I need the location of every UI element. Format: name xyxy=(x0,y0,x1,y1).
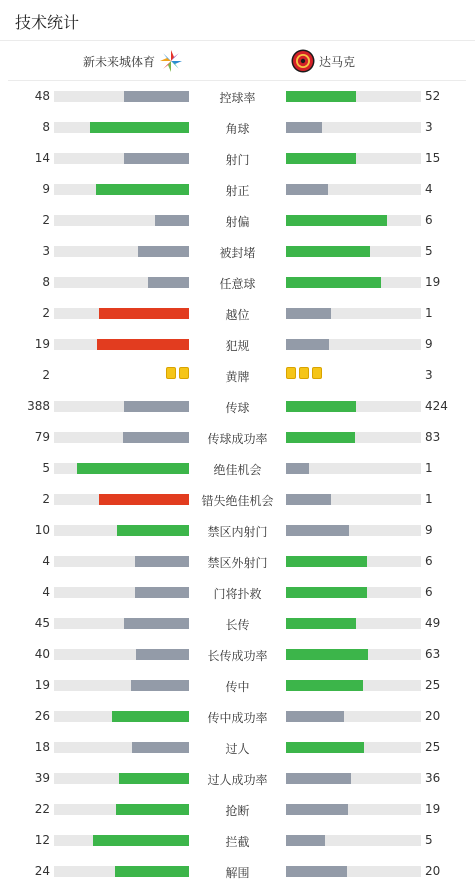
away-value: 1 xyxy=(425,461,433,475)
away-bar-fill xyxy=(286,215,387,226)
away-value: 1 xyxy=(425,492,433,506)
away-bar-track xyxy=(286,401,421,412)
stat-label: 传球成功率 xyxy=(207,432,268,446)
home-bar-fill xyxy=(148,277,189,288)
home-bar-track xyxy=(54,339,189,350)
page-title: 技术统计 xyxy=(15,13,80,32)
away-bar-fill xyxy=(286,122,322,133)
home-value: 10 xyxy=(34,523,50,537)
home-value: 8 xyxy=(42,120,50,134)
home-value: 14 xyxy=(34,151,50,165)
home-bar-fill xyxy=(135,587,189,598)
stat-row xyxy=(0,360,475,391)
away-bar-track xyxy=(286,525,421,536)
stat-row xyxy=(0,81,475,112)
home-yellow-cards xyxy=(166,367,189,379)
home-bar-track xyxy=(54,277,189,288)
home-bar-track xyxy=(54,525,189,536)
stat-row xyxy=(0,546,475,577)
away-bar-fill xyxy=(286,339,329,350)
away-bar-track xyxy=(286,153,421,164)
away-bar-track xyxy=(286,618,421,629)
damac-logo-icon xyxy=(291,49,315,73)
home-value: 2 xyxy=(42,368,50,382)
home-bar-fill xyxy=(116,804,189,815)
stat-row xyxy=(0,143,475,174)
home-value: 5 xyxy=(42,461,50,475)
stat-label: 黄牌 xyxy=(225,370,250,384)
stat-label: 角球 xyxy=(225,122,250,136)
stat-label: 禁区外射门 xyxy=(207,556,268,570)
stat-row xyxy=(0,298,475,329)
home-value: 45 xyxy=(34,616,50,630)
home-value: 9 xyxy=(42,182,50,196)
away-bar-track xyxy=(286,649,421,660)
away-bar-track xyxy=(286,711,421,722)
stat-label: 绝佳机会 xyxy=(213,463,262,477)
away-yellow-cards xyxy=(286,367,322,379)
away-value: 5 xyxy=(425,833,433,847)
stat-row xyxy=(0,515,475,546)
away-bar-fill xyxy=(286,401,356,412)
away-value: 5 xyxy=(425,244,433,258)
stat-row xyxy=(0,639,475,670)
home-value: 19 xyxy=(34,678,50,692)
home-bar-fill xyxy=(124,618,189,629)
title-bar xyxy=(0,0,475,41)
yellow-card-icon xyxy=(312,367,322,379)
stat-label: 射正 xyxy=(225,184,250,198)
home-bar-track xyxy=(54,215,189,226)
stat-label: 门将扑救 xyxy=(213,587,262,601)
away-bar-track xyxy=(286,835,421,846)
away-bar-track xyxy=(286,463,421,474)
away-team-name: 达马克 xyxy=(319,54,356,69)
stat-row xyxy=(0,453,475,484)
away-value: 19 xyxy=(425,275,441,289)
home-value: 19 xyxy=(34,337,50,351)
away-bar-fill xyxy=(286,91,356,102)
stat-row xyxy=(0,732,475,763)
stat-label: 长传成功率 xyxy=(207,649,268,663)
away-bar-track xyxy=(286,587,421,598)
home-bar-track xyxy=(54,184,189,195)
home-bar-track xyxy=(54,835,189,846)
stat-label: 射偏 xyxy=(225,215,250,229)
stat-row xyxy=(0,856,475,887)
away-bar-track xyxy=(286,742,421,753)
stat-row xyxy=(0,484,475,515)
new-future-city-logo-icon xyxy=(159,49,183,73)
away-bar-track xyxy=(286,91,421,102)
away-bar-track xyxy=(286,494,421,505)
stat-row xyxy=(0,422,475,453)
home-team-name: 新未来城体育 xyxy=(82,54,155,69)
home-bar-fill xyxy=(138,246,189,257)
stat-row xyxy=(0,391,475,422)
away-bar-track xyxy=(286,556,421,567)
away-bar-fill xyxy=(286,618,356,629)
home-bar-track xyxy=(54,587,189,598)
away-bar-fill xyxy=(286,773,351,784)
stat-label: 传中 xyxy=(225,680,250,694)
away-bar-track xyxy=(286,215,421,226)
away-value: 20 xyxy=(425,709,441,723)
home-value: 4 xyxy=(42,554,50,568)
stat-label: 任意球 xyxy=(219,277,256,291)
away-bar-track xyxy=(286,773,421,784)
yellow-card-icon xyxy=(286,367,296,379)
stat-label: 被封堵 xyxy=(219,246,256,260)
home-value: 2 xyxy=(42,213,50,227)
away-bar-track xyxy=(286,804,421,815)
away-value: 49 xyxy=(425,616,441,630)
away-bar-track xyxy=(286,339,421,350)
yellow-card-icon xyxy=(299,367,309,379)
teams-header xyxy=(8,41,466,81)
stat-label: 控球率 xyxy=(219,91,256,105)
away-value: 83 xyxy=(425,430,441,444)
stat-label: 过人 xyxy=(225,742,250,756)
home-bar-track xyxy=(54,246,189,257)
stat-label: 射门 xyxy=(225,153,250,167)
home-value: 18 xyxy=(34,740,50,754)
away-bar-fill xyxy=(286,804,348,815)
stat-row xyxy=(0,825,475,856)
away-bar-track xyxy=(286,866,421,877)
stat-row xyxy=(0,174,475,205)
away-bar-fill xyxy=(286,587,367,598)
away-bar-fill xyxy=(286,835,325,846)
home-value: 2 xyxy=(42,306,50,320)
home-bar-track xyxy=(54,618,189,629)
stat-row xyxy=(0,608,475,639)
home-bar-fill xyxy=(77,463,189,474)
home-bar-track xyxy=(54,556,189,567)
away-bar-fill xyxy=(286,556,367,567)
away-value: 9 xyxy=(425,337,433,351)
away-bar-fill xyxy=(286,711,344,722)
away-bar-fill xyxy=(286,432,355,443)
home-bar-fill xyxy=(90,122,189,133)
home-bar-fill xyxy=(99,494,189,505)
away-bar-fill xyxy=(286,184,328,195)
home-bar-track xyxy=(54,401,189,412)
home-bar-fill xyxy=(96,184,189,195)
home-bar-track xyxy=(54,463,189,474)
home-value: 12 xyxy=(34,833,50,847)
away-value: 20 xyxy=(425,864,441,878)
home-bar-track xyxy=(54,866,189,877)
away-value: 6 xyxy=(425,585,433,599)
home-bar-fill xyxy=(124,153,189,164)
stat-row xyxy=(0,112,475,143)
away-value: 63 xyxy=(425,647,441,661)
yellow-card-icon xyxy=(179,367,189,379)
stat-label: 拦截 xyxy=(225,835,250,849)
away-bar-fill xyxy=(286,742,364,753)
away-value: 9 xyxy=(425,523,433,537)
stat-row xyxy=(0,670,475,701)
away-value: 1 xyxy=(425,306,433,320)
away-bar-track xyxy=(286,246,421,257)
away-bar-track xyxy=(286,680,421,691)
home-bar-track xyxy=(54,91,189,102)
home-bar-fill xyxy=(99,308,189,319)
home-bar-track xyxy=(54,308,189,319)
away-bar-track xyxy=(286,308,421,319)
away-value: 19 xyxy=(425,802,441,816)
away-bar-fill xyxy=(286,153,356,164)
home-bar-track xyxy=(54,804,189,815)
home-value: 79 xyxy=(34,430,50,444)
home-bar-fill xyxy=(155,215,189,226)
home-bar-fill xyxy=(124,91,189,102)
home-value: 24 xyxy=(34,864,50,878)
away-bar-fill xyxy=(286,277,381,288)
home-bar-fill xyxy=(136,649,189,660)
home-bar-fill xyxy=(135,556,189,567)
home-bar-fill xyxy=(131,680,189,691)
away-value: 4 xyxy=(425,182,433,196)
home-bar-fill xyxy=(115,866,189,877)
stat-label: 犯规 xyxy=(225,339,250,353)
away-value: 25 xyxy=(425,678,441,692)
home-value: 39 xyxy=(34,771,50,785)
home-value: 388 xyxy=(27,399,50,413)
stat-label: 传球 xyxy=(225,401,250,415)
away-bar-fill xyxy=(286,525,349,536)
away-bar-fill xyxy=(286,866,347,877)
home-value: 26 xyxy=(34,709,50,723)
home-bar-track xyxy=(54,494,189,505)
away-value: 25 xyxy=(425,740,441,754)
away-team[interactable] xyxy=(291,48,355,74)
home-bar-fill xyxy=(117,525,189,536)
home-bar-track xyxy=(54,773,189,784)
stat-label: 越位 xyxy=(225,308,250,322)
away-bar-track xyxy=(286,432,421,443)
home-value: 8 xyxy=(42,275,50,289)
home-value: 3 xyxy=(42,244,50,258)
away-bar-track xyxy=(286,184,421,195)
stat-label: 传中成功率 xyxy=(207,711,268,725)
stat-row xyxy=(0,763,475,794)
away-value: 3 xyxy=(425,120,433,134)
away-value: 15 xyxy=(425,151,441,165)
stat-label: 解围 xyxy=(225,866,250,880)
home-value: 4 xyxy=(42,585,50,599)
away-value: 36 xyxy=(425,771,441,785)
yellow-card-icon xyxy=(166,367,176,379)
stat-row xyxy=(0,205,475,236)
home-bar-track xyxy=(54,153,189,164)
away-bar-fill xyxy=(286,463,309,474)
home-value: 48 xyxy=(34,89,50,103)
home-bar-fill xyxy=(123,432,189,443)
away-value: 6 xyxy=(425,554,433,568)
away-bar-track xyxy=(286,122,421,133)
stat-label: 错失绝佳机会 xyxy=(201,494,274,508)
stat-row xyxy=(0,267,475,298)
home-team[interactable] xyxy=(83,48,183,74)
stat-row xyxy=(0,329,475,360)
away-value: 424 xyxy=(425,399,448,413)
away-bar-fill xyxy=(286,680,363,691)
away-value: 52 xyxy=(425,89,441,103)
home-bar-track xyxy=(54,432,189,443)
stat-row xyxy=(0,701,475,732)
home-value: 2 xyxy=(42,492,50,506)
home-value: 22 xyxy=(34,802,50,816)
stat-row xyxy=(0,794,475,825)
home-value: 40 xyxy=(34,647,50,661)
home-bar-track xyxy=(54,742,189,753)
away-value: 3 xyxy=(425,368,433,382)
away-bar-fill xyxy=(286,494,331,505)
stat-row xyxy=(0,236,475,267)
home-bar-track xyxy=(54,680,189,691)
stat-label: 抢断 xyxy=(225,804,250,818)
home-bar-fill xyxy=(132,742,189,753)
stat-label: 禁区内射门 xyxy=(207,525,268,539)
home-bar-fill xyxy=(93,835,189,846)
away-bar-fill xyxy=(286,308,331,319)
stat-row xyxy=(0,577,475,608)
home-bar-fill xyxy=(119,773,189,784)
home-bar-track xyxy=(54,711,189,722)
home-bar-fill xyxy=(97,339,189,350)
away-bar-fill xyxy=(286,649,368,660)
away-bar-fill xyxy=(286,246,370,257)
away-value: 6 xyxy=(425,213,433,227)
home-bar-track xyxy=(54,122,189,133)
stat-label: 长传 xyxy=(225,618,250,632)
stat-label: 过人成功率 xyxy=(207,773,268,787)
home-bar-fill xyxy=(112,711,189,722)
away-bar-track xyxy=(286,277,421,288)
home-bar-fill xyxy=(124,401,189,412)
home-bar-track xyxy=(54,649,189,660)
